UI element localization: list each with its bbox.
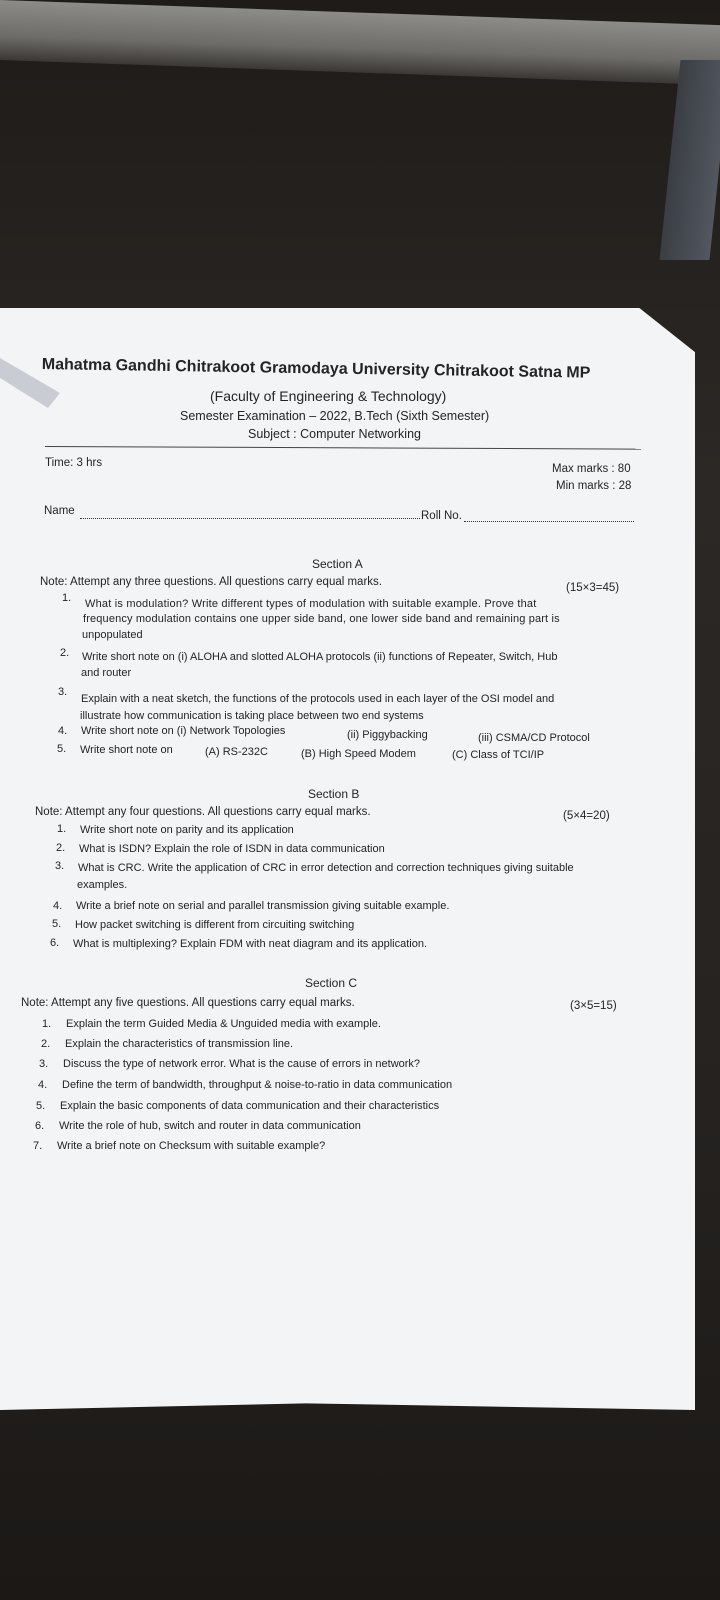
question-a4-part3: (iii) CSMA/CD Protocol <box>478 732 590 744</box>
min-marks: Min marks : 28 <box>556 480 632 492</box>
name-label: Name <box>44 505 75 517</box>
question-number: 3. <box>58 686 68 698</box>
question-a5-part4: (C) Class of TCI/IP <box>452 749 545 761</box>
question-c6: Write the role of hub, switch and router in data communication <box>59 1120 361 1132</box>
question-c7: Write a brief note on Checksum with suitable example? <box>57 1140 326 1152</box>
university-title: Mahatma Gandhi Chitrakoot Gramodaya University Chitrakoot Satna MP <box>41 356 591 382</box>
question-c2: Explain the characteristics of transmission line. <box>65 1038 294 1050</box>
question-b6: What is multiplexing? Explain FDM with neat diagram and its application. <box>73 938 427 950</box>
question-c3: Discuss the type of network error. What is the cause of errors in network? <box>63 1058 421 1070</box>
semester-line: Semester Examination – 2022, B.Tech (Sixth Semester) <box>180 409 490 423</box>
section-c-note: Note: Attempt any five questions. All questions carry equal marks. <box>21 997 355 1009</box>
question-b1: Write short note on parity and its application <box>80 824 294 836</box>
question-b4: Write a brief note on serial and parallel transmission giving suitable example. <box>76 900 450 912</box>
question-number: 2. <box>41 1038 51 1050</box>
section-a-title: Section A <box>312 557 363 571</box>
section-c-marks: (3×5=15) <box>570 1000 617 1012</box>
question-a2-line2: and router <box>81 667 132 679</box>
question-number: 2. <box>60 647 70 659</box>
question-a2-line1: Write short note on (i) ALOHA and slotted ALOHA protocols (ii) functions of Repeater, Switch, Hub <box>82 651 558 663</box>
question-b3-line1: What is CRC. Write the application of CRC in error detection and correction techniques giving suitable <box>78 862 574 874</box>
question-number: 4. <box>53 900 63 912</box>
question-a1-line1: What is modulation? Write different types of modulation with suitable example. Prove that <box>85 598 537 610</box>
question-a5-part3: (B) High Speed Modem <box>301 748 416 760</box>
question-number: 7. <box>33 1140 43 1152</box>
question-number: 6. <box>50 937 60 949</box>
question-number: 3. <box>55 860 65 872</box>
question-b5: How packet switching is different from circuiting switching <box>75 919 355 931</box>
section-b-title: Section B <box>308 787 360 801</box>
question-number: 1. <box>62 592 72 604</box>
question-number: 3. <box>39 1058 49 1070</box>
roll-label: Roll No. <box>421 510 462 522</box>
max-marks: Max marks : 80 <box>552 463 631 475</box>
question-number: 4. <box>38 1079 48 1091</box>
question-number: 6. <box>35 1120 45 1132</box>
question-a4-part1: Write short note on (i) Network Topologies <box>81 725 286 737</box>
question-a1-line2: frequency modulation contains one upper side band, one lower side band and remaining part is <box>83 613 560 625</box>
section-b-note: Note: Attempt any four questions. All questions carry equal marks. <box>35 806 371 818</box>
name-line <box>80 518 420 519</box>
faculty-line: (Faculty of Engineering & Technology) <box>210 388 447 404</box>
question-number: 2. <box>56 842 66 854</box>
question-number: 5. <box>52 918 62 930</box>
section-b-marks: (5×4=20) <box>563 810 610 822</box>
time-label: Time: 3 hrs <box>45 457 103 469</box>
section-c-title: Section C <box>305 976 358 990</box>
question-b3-line2: examples. <box>77 879 128 891</box>
roll-line <box>464 521 634 522</box>
question-a3-line2: illustrate how communication is taking place between two end systems <box>80 710 424 722</box>
question-a4-part2: (ii) Piggybacking <box>347 729 428 741</box>
question-a5-part1: Write short note on <box>80 744 173 756</box>
question-c4: Define the term of bandwidth, throughput & noise-to-ratio in data communication <box>62 1079 453 1091</box>
section-a-marks: (15×3=45) <box>566 582 620 594</box>
subject-line: Subject : Computer Networking <box>248 427 421 441</box>
question-a5-part2: (A) RS-232C <box>205 746 268 758</box>
question-a3-line1: Explain with a neat sketch, the functions of the protocols used in each layer of the OSI model and <box>81 693 555 705</box>
question-number: 4. <box>58 725 68 737</box>
question-b2: What is ISDN? Explain the role of ISDN in data communication <box>79 843 385 855</box>
question-c1: Explain the term Guided Media & Unguided media with example. <box>66 1018 381 1030</box>
question-number: 5. <box>36 1100 46 1112</box>
question-number: 5. <box>57 743 67 755</box>
section-a-note: Note: Attempt any three questions. All questions carry equal marks. <box>40 576 382 588</box>
question-a1-line3: unpopulated <box>82 629 143 641</box>
question-c5: Explain the basic components of data communication and their characteristics <box>60 1100 440 1112</box>
question-number: 1. <box>42 1018 52 1030</box>
question-number: 1. <box>57 823 67 835</box>
